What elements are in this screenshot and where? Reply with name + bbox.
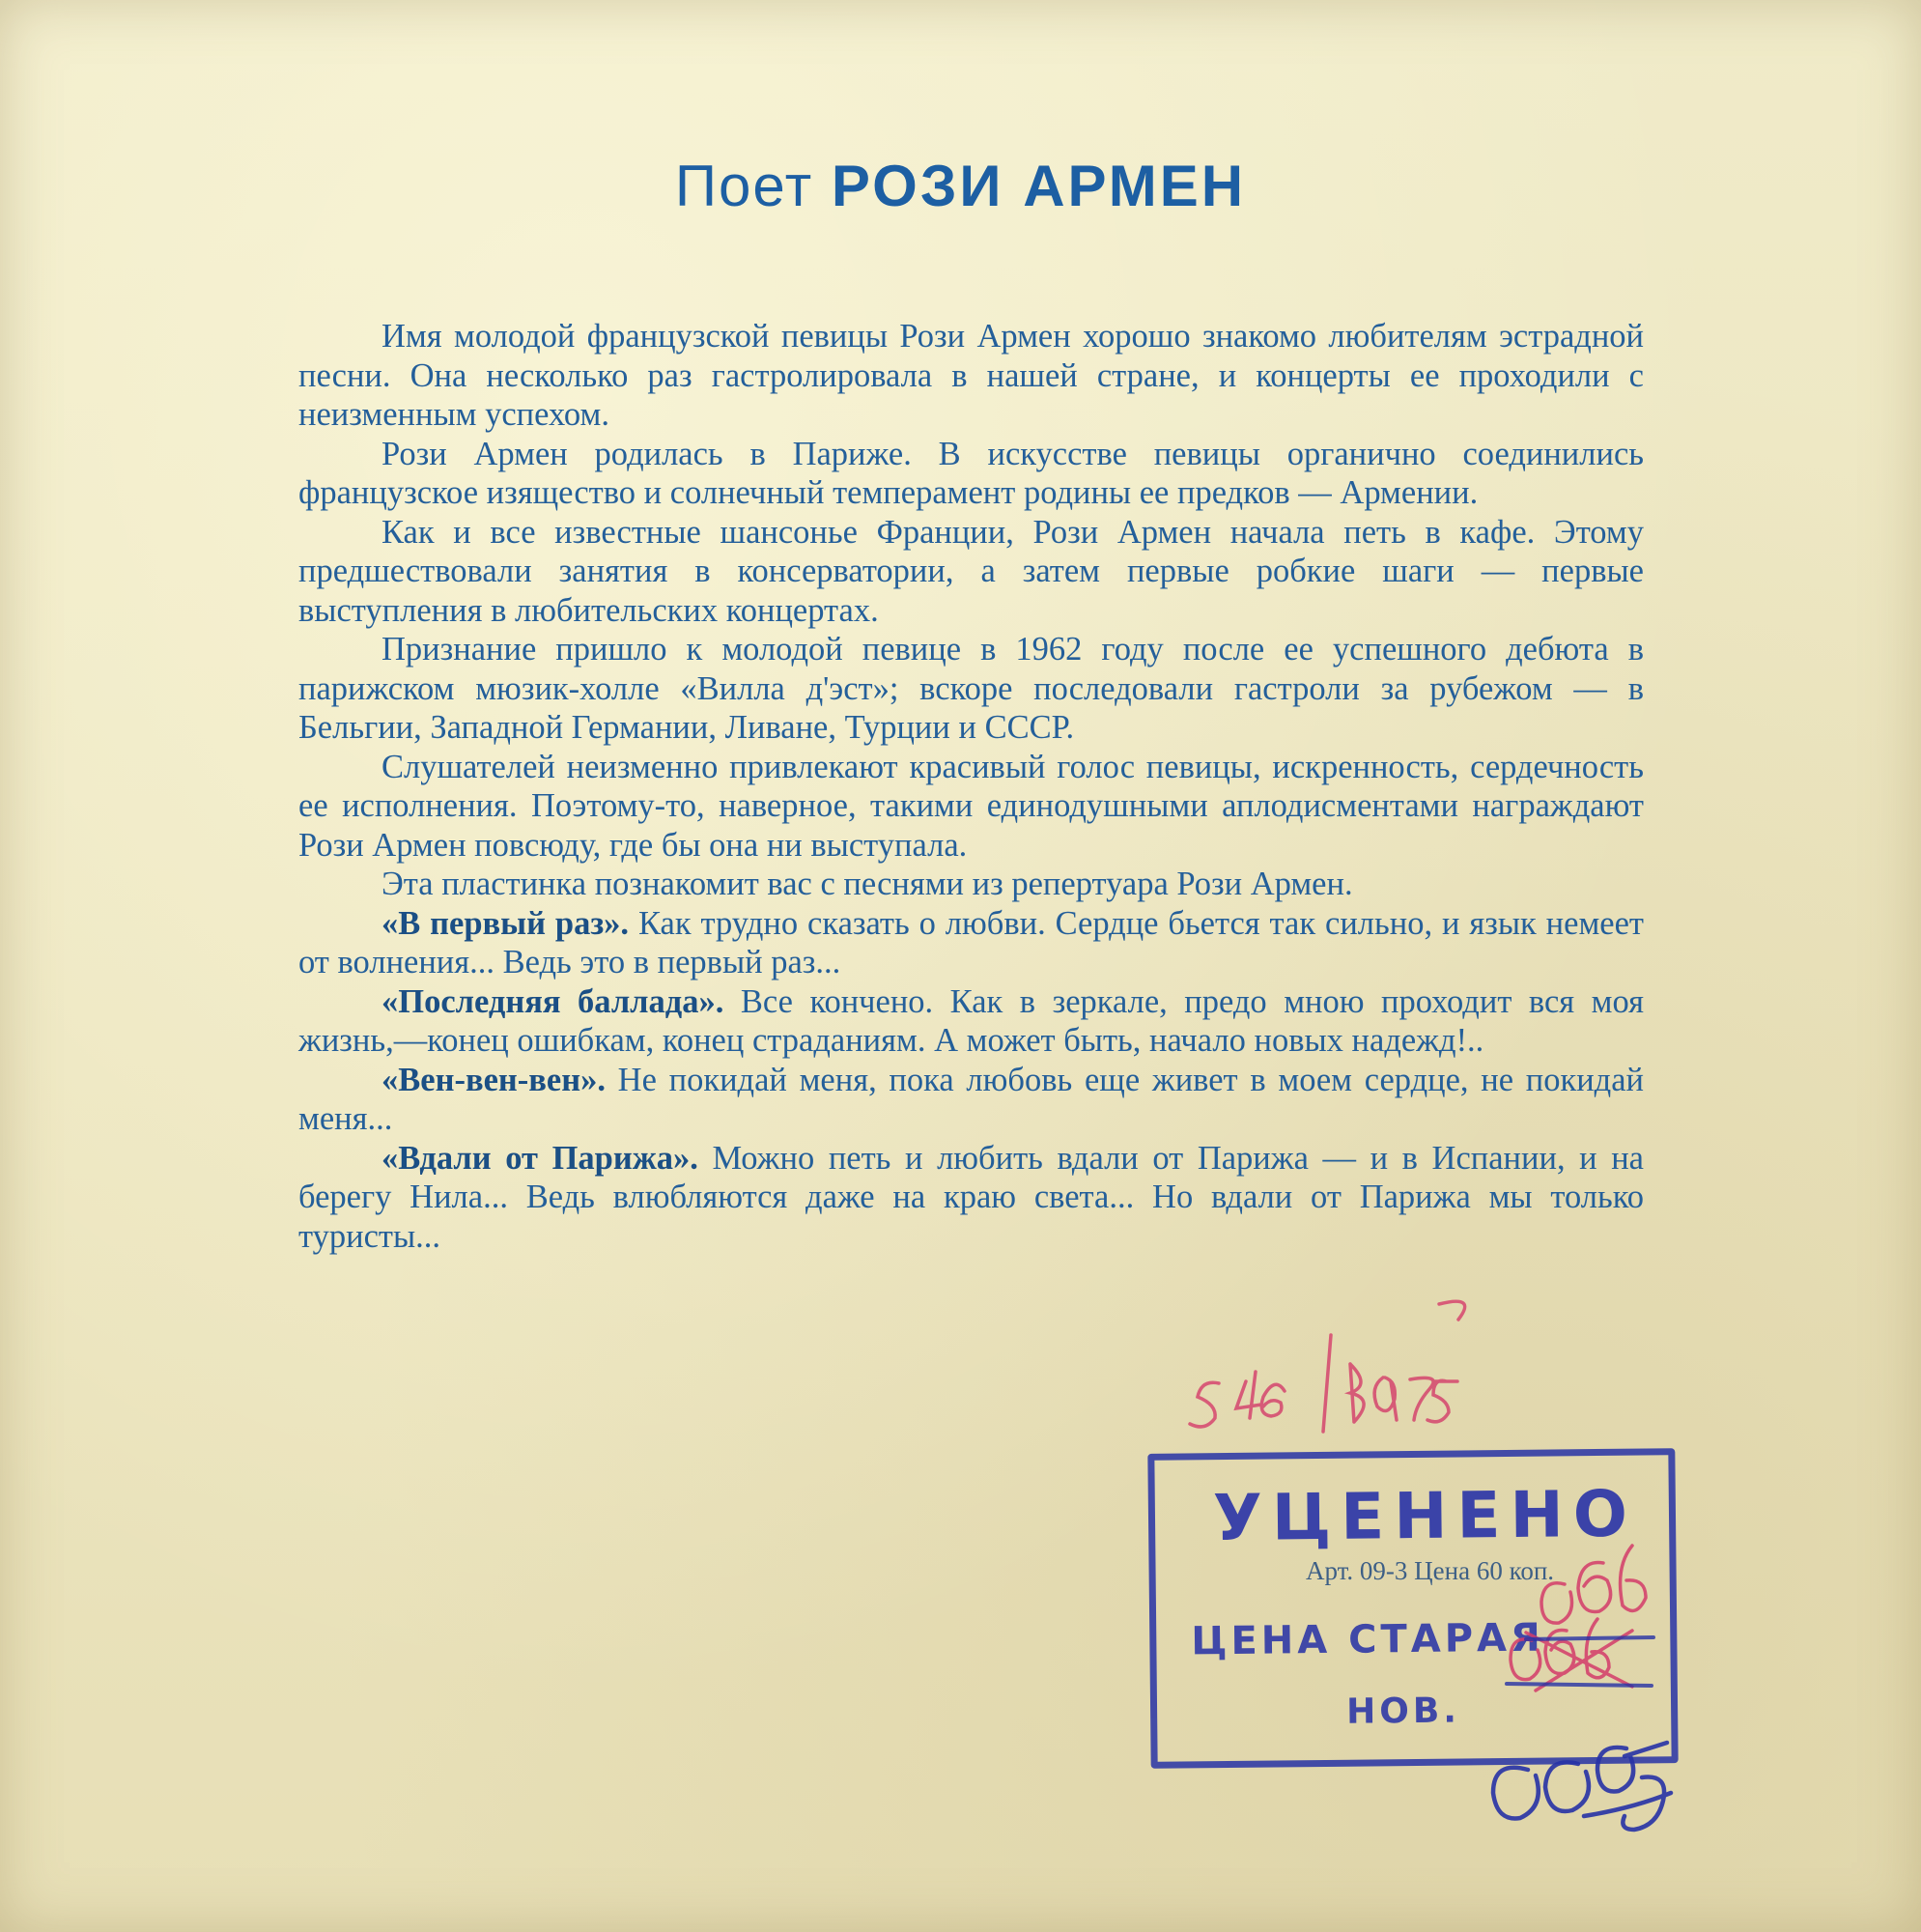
song-description: Как трудно сказать о любви. Сердце бьется так сильно, и язык немеет от волнения... Ведь это в первый раз... [298, 904, 1644, 980]
price-line: Арт. 09-3 Цена 60 коп. [1306, 1556, 1555, 1585]
red-price-marks [1511, 1546, 1646, 1690]
paragraph: Признание пришло к молодой певице в 1962 году после ее успешного дебюта в парижском мюзик-холле «Вилла д'эст»; вскоре последовали гастроли за рубежом — в Бельгии, Западной Германии, Ливане, Турции и СССР. [298, 631, 1644, 746]
song-title: «Вдали от Парижа». [381, 1139, 698, 1177]
paragraph: Рози Армен родилась в Париже. В искусстве певицы органично соединились французское изящество и солнечный темперамент родины ее предков — Армении. [298, 435, 1644, 511]
song-title: «В первый раз». [381, 904, 630, 942]
red-handwriting-top [1190, 1301, 1465, 1432]
song-description: Можно петь и любить вдали от Парижа — и в Испании, и на берегу Нила... Ведь влюбляются даже на краю света... Но вдали от Парижа мы только туристы... [298, 1139, 1644, 1255]
paragraph: Как и все известные шансонье Франции, Рози Армен начала петь в кафе. Этому предшествовали занятия в консерватории, а затем первые робкие шаги — первые выступления в любительских концертах. [298, 513, 1644, 629]
paragraph: Эта пластинка познакомит вас с песнями из репертуара Рози Армен. [381, 866, 1353, 902]
title-prefix: Поет [674, 154, 814, 218]
title-name: РОЗИ АРМЕН [831, 154, 1247, 218]
song-description: Все кончено. Как в зеркале, предо мною проходит вся моя жизнь,—конец ошибкам, конец страданиям. А может быть, начало новых надежд!.. [298, 982, 1644, 1059]
paragraph: Имя молодой французской певицы Рози Армен хорошо знакомо любителям эстрадной песни. Она несколько раз гастролировала в нашей стране, и концерты ее проходили с неизменным успехом. [298, 318, 1644, 433]
song-description: Не покидай меня, пока любовь еще живет в моем сердце, не покидай меня... [298, 1061, 1644, 1137]
song-title: «Вен-вен-вен». [381, 1061, 606, 1098]
stamp-new-price-label: НОВ. [1345, 1690, 1461, 1732]
stamp-word: УЦЕНЕНО [1212, 1476, 1638, 1556]
blue-handwriting-bottom [1493, 1743, 1671, 1830]
song-title: «Последняя баллада». [381, 982, 724, 1020]
paragraph: Слушателей неизменно привлекают красивый голос певицы, искренность, сердечность ее исполнения. Поэтому-то, наверное, такими единодушными аплодисментами награждают Рози Армен повсюду, где бы она ни выступала. [298, 748, 1644, 864]
stamp-old-price-label: ЦЕНА СТАРАЯ [1191, 1615, 1545, 1664]
